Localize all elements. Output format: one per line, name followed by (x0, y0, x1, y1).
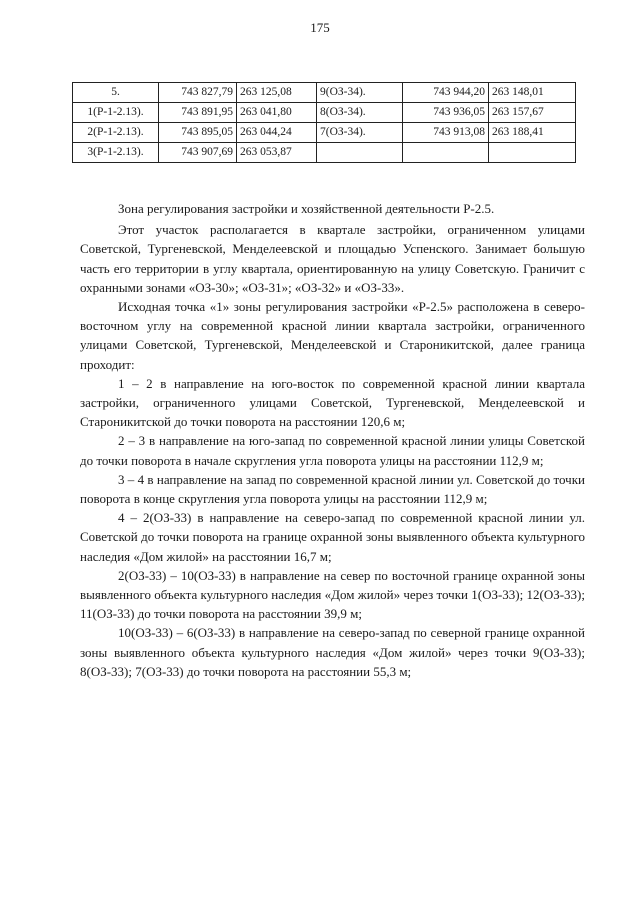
section-heading: Зона регулирования застройки и хозяйственной деятельности Р-2.5. (118, 201, 495, 216)
x-coordinate (403, 143, 489, 163)
point-label: 9(ОЗ-34). (317, 83, 403, 103)
x-coordinate: 743 936,05 (403, 103, 489, 123)
point-label: 7(ОЗ-34). (317, 123, 403, 143)
paragraph: Этот участок располагается в квартале застройки, ограниченном улицами Советской, Тургеневской, Менделеевской и площадью Успенского. Занимает большую часть его территории в углу квартала, ориентированную на улицу Советскую. Граничит с охранными зонами «ОЗ-30»; «ОЗ-31»; «ОЗ-32» и «ОЗ-33». (80, 222, 585, 295)
y-coordinate: 263 157,67 (489, 103, 576, 123)
y-coordinate: 263 148,01 (489, 83, 576, 103)
point-label: 2(Р-1-2.13). (73, 123, 159, 143)
point-label: 5. (73, 83, 159, 103)
table-row (73, 123, 576, 143)
y-coordinate (489, 143, 576, 163)
paragraph: 4 – 2(ОЗ-33) в направление на северо-запад по современной красной линии ул. Советской до точки поворота на границе охранной зоны выявленного объекта культурного наследия «Дом жилой» на расстоянии 16,7 м; (80, 510, 585, 564)
x-coordinate: 743 827,79 (159, 83, 237, 103)
y-coordinate: 263 053,87 (237, 143, 317, 163)
point-label: 1(Р-1-2.13). (73, 103, 159, 123)
y-coordinate: 263 188,41 (489, 123, 576, 143)
x-coordinate: 743 895,05 (159, 123, 237, 143)
x-coordinate: 743 907,69 (159, 143, 237, 163)
table-row (73, 143, 576, 163)
page-number: 175 (310, 20, 330, 35)
paragraph: Исходная точка «1» зоны регулирования застройки «Р-2.5» расположена в северо-восточном углу на современной красной линии квартала застройки, ограниченного улицами Советской, Тургеневской, Менделеевской и Староникитской, далее граница проходит: (80, 299, 585, 372)
y-coordinate: 263 041,80 (237, 103, 317, 123)
point-label (317, 143, 403, 163)
y-coordinate: 263 125,08 (237, 83, 317, 103)
coordinates-table (72, 82, 576, 163)
paragraph: 2(ОЗ-33) – 10(ОЗ-33) в направление на север по восточной границе охранной зоны выявленного объекта культурного наследия «Дом жилой» через точки 1(ОЗ-33); 12(ОЗ-33); 11(ОЗ-33) до точки поворота на расстоянии 39,9 м; (80, 567, 585, 622)
table-row (73, 103, 576, 123)
table-row (73, 83, 576, 103)
point-label: 8(ОЗ-34). (317, 103, 403, 123)
y-coordinate: 263 044,24 (237, 123, 317, 143)
paragraph: 10(ОЗ-33) – 6(ОЗ-33) в направление на северо-запад по северной границе охранной зоны выявленного объекта культурного наследия «Дом жилой» через точки 9(ОЗ-33); 8(ОЗ-33); 7(ОЗ-33) до точки поворота на расстоянии 55,3 м; (80, 625, 585, 679)
x-coordinate: 743 913,08 (403, 123, 489, 143)
x-coordinate: 743 944,20 (403, 83, 489, 103)
x-coordinate: 743 891,95 (159, 103, 237, 123)
point-label: 3(Р-1-2.13). (73, 143, 159, 163)
paragraph: 2 – 3 в направление на юго-запад по современной красной линии улицы Советской до точки поворота в начале скругления угла поворота улицы на расстоянии 112,9 м; (80, 433, 585, 468)
paragraph: 1 – 2 в направление на юго-восток по современной красной линии квартала застройки, ограниченного улицами Советской, Тургеневской, Менделеевской и Староникитской до точки поворота на расстоянии 120,6 м; (80, 375, 585, 430)
document-body (80, 199, 585, 681)
paragraph: 3 – 4 в направление на запад по современной красной линии ул. Советской до точки поворота в конце скругления угла поворота улицы на расстоянии 112,9 м; (80, 471, 585, 507)
